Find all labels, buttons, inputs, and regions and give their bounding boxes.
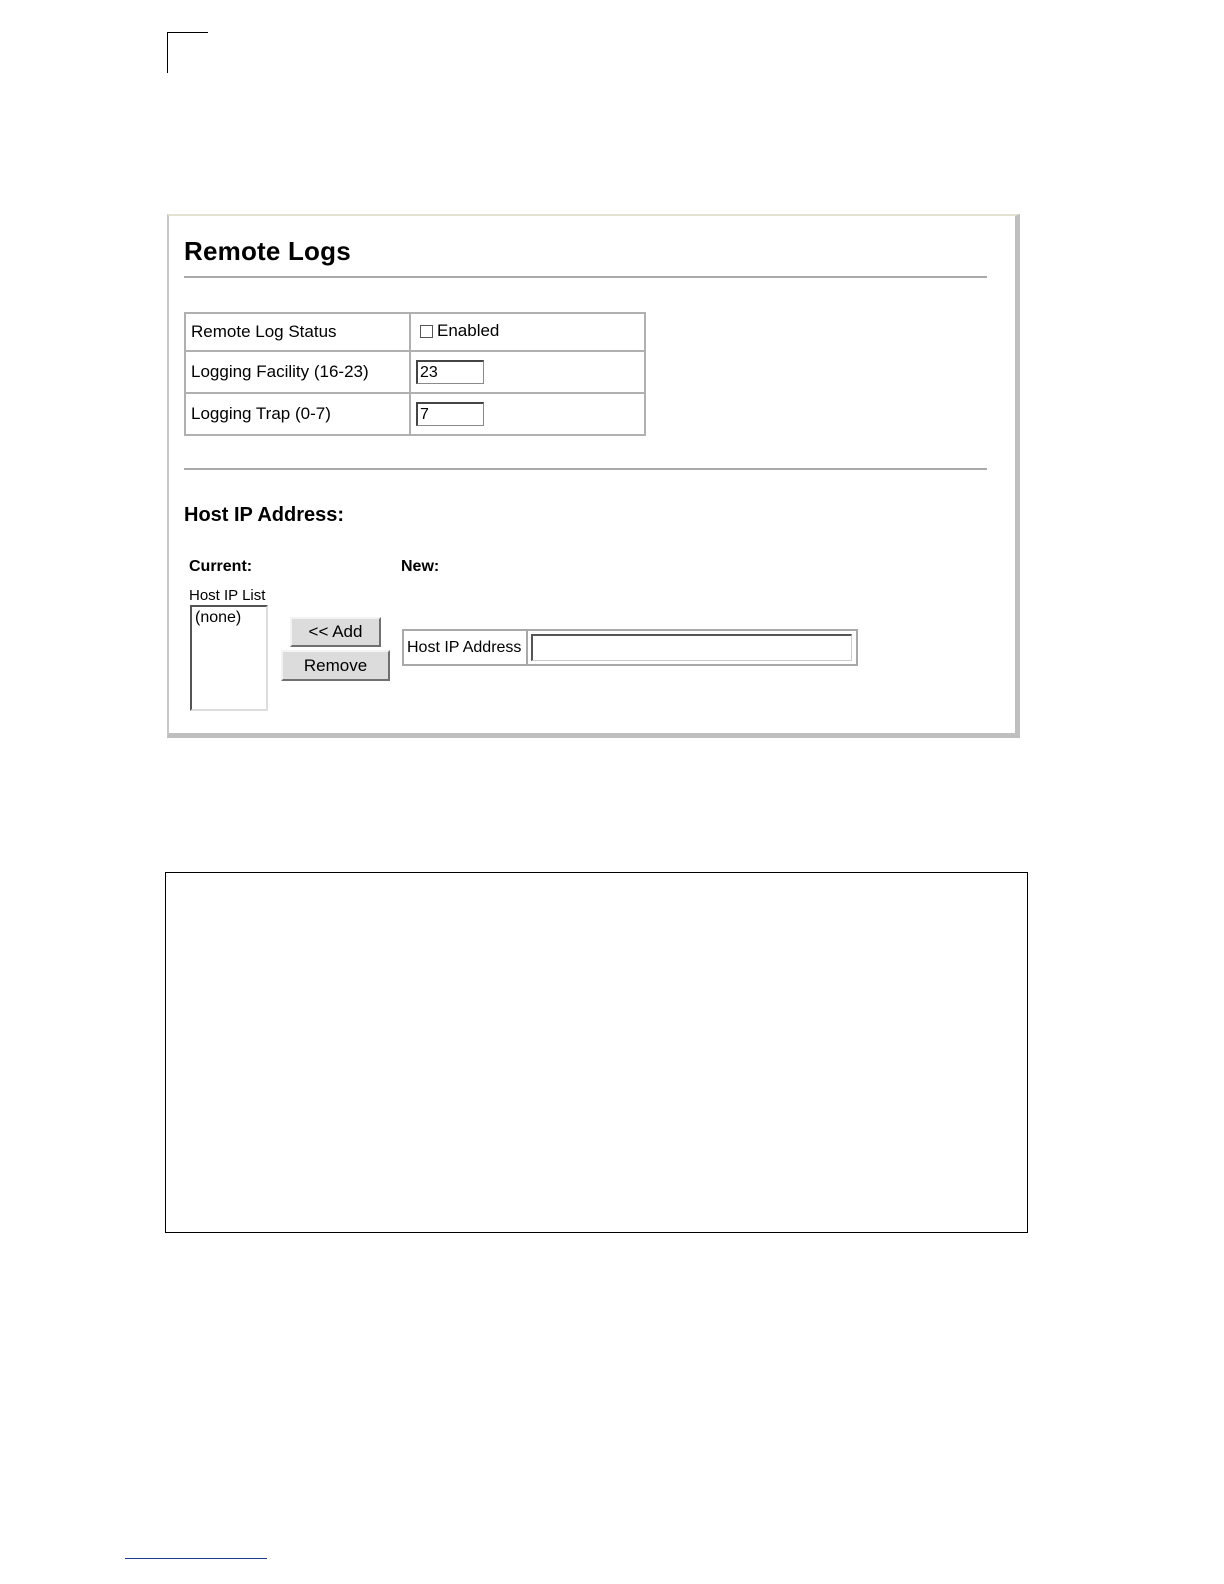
- table-row: [185, 351, 645, 393]
- host-ip-listbox[interactable]: [190, 605, 268, 711]
- empty-frame: [165, 872, 1028, 1233]
- settings-table: [184, 312, 646, 436]
- host-ip-address-input[interactable]: [531, 634, 852, 661]
- remove-button[interactable]: Remove: [281, 650, 390, 681]
- remote-logs-panel: [167, 214, 1020, 738]
- enabled-checkbox[interactable]: [420, 325, 433, 338]
- host-ip-address-label: Host IP Address: [404, 631, 528, 664]
- crop-mark-vertical: [167, 32, 168, 73]
- logging-trap-cell: [410, 393, 645, 435]
- divider-middle: [184, 468, 987, 470]
- remote-log-status-cell: [410, 313, 645, 351]
- new-label: New:: [401, 558, 440, 575]
- current-label: Current:: [189, 558, 253, 575]
- enabled-checkbox-label: Enabled: [437, 321, 500, 341]
- list-item[interactable]: (none): [195, 609, 242, 626]
- logging-facility-label: Logging Facility (16-23): [185, 351, 410, 393]
- divider-top: [184, 276, 987, 278]
- host-ip-list-label: Host IP List: [189, 587, 266, 604]
- enabled-checkbox-wrap: [416, 321, 499, 341]
- table-row: [185, 393, 645, 435]
- logging-trap-input[interactable]: [416, 402, 484, 426]
- add-button[interactable]: << Add: [290, 617, 381, 647]
- footnote-rule: [125, 1558, 267, 1559]
- host-ip-field-group: [402, 629, 858, 666]
- host-ip-section-title: Host IP Address:: [184, 504, 345, 526]
- logging-trap-label: Logging Trap (0-7): [185, 393, 410, 435]
- page-title: Remote Logs: [184, 236, 351, 266]
- logging-facility-cell: [410, 351, 645, 393]
- remote-log-status-label: Remote Log Status: [185, 313, 410, 351]
- table-row: [185, 313, 645, 351]
- crop-mark-horizontal: [167, 32, 208, 33]
- logging-facility-input[interactable]: [416, 360, 484, 384]
